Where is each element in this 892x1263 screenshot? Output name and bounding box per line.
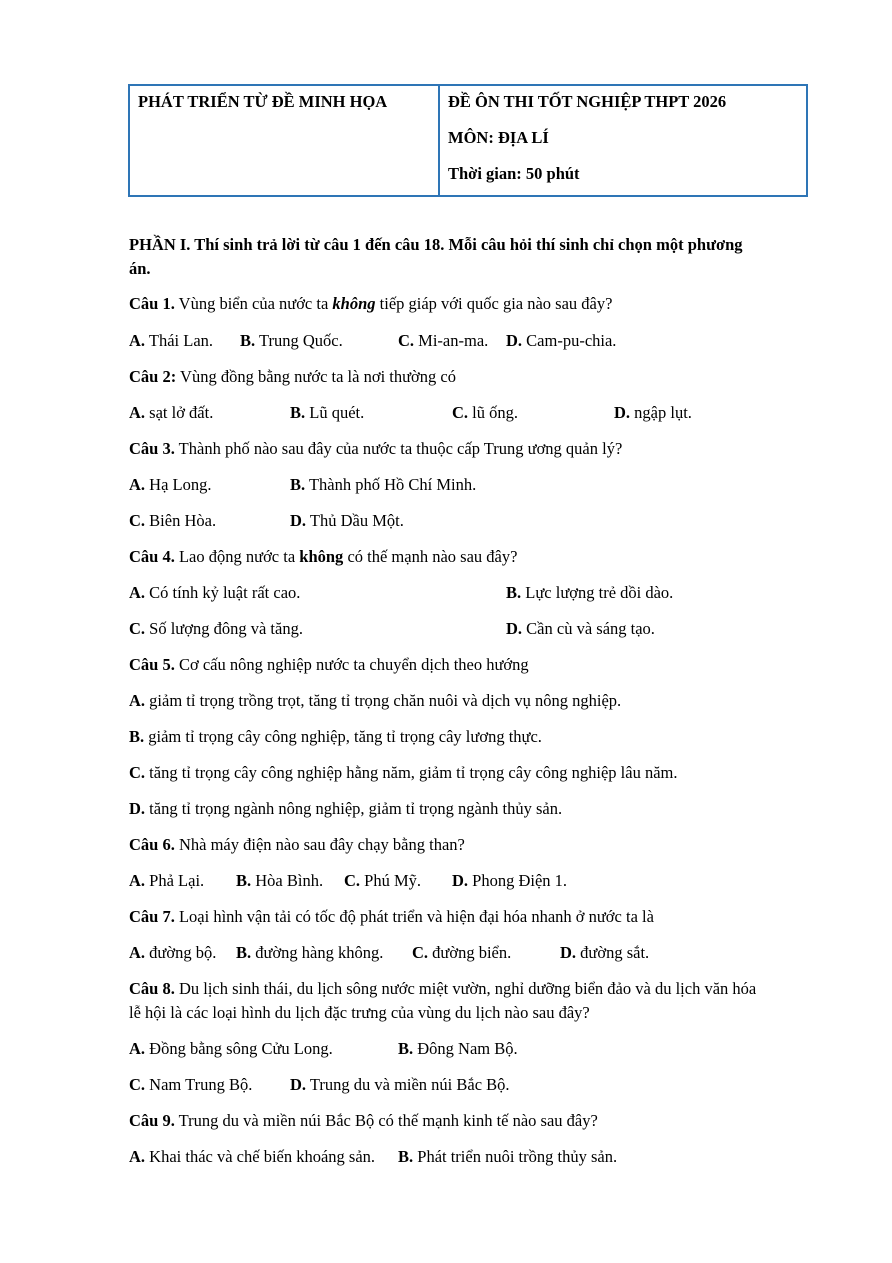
question-text: Vùng biển của nước ta [174, 294, 333, 313]
q6-option-a [129, 871, 204, 891]
option-key: B. [290, 475, 306, 494]
question-text: tiếp giáp với quốc gia nào sau đây? [375, 294, 613, 313]
option-key: D. [129, 799, 146, 818]
header-right-cell [440, 86, 806, 195]
question-8-continuation: lễ hội là các loại hình du lịch đặc trưng của vùng du lịch nào sau đây? [129, 1003, 590, 1022]
option-key: A. [129, 475, 146, 494]
q4-option-b [506, 583, 673, 603]
option-key: B. [240, 331, 256, 350]
option-text: Khai thác và chế biến khoáng sản. [145, 1147, 376, 1166]
question-text: Thành phố nào sau đây của nước ta thuộc cấp Trung ương quản lý? [174, 439, 623, 458]
question-8 [129, 979, 756, 999]
option-text: Phát triển nuôi trồng thủy sản. [413, 1147, 618, 1166]
question-label: Câu 3. [129, 439, 175, 458]
option-text: Phả Lại. [145, 871, 205, 890]
option-text: Phong Điện 1. [468, 871, 568, 890]
option-text: Trung Quốc. [255, 331, 343, 350]
part1-instruction-line2: án. [129, 259, 151, 278]
option-text: giảm tỉ trọng cây công nghiệp, tăng tỉ trọng cây lương thực. [144, 727, 542, 746]
option-key: A. [129, 331, 146, 350]
q4-option-a [129, 583, 300, 603]
option-text: Cam-pu-chia. [522, 331, 617, 350]
q5-option-d [129, 799, 562, 819]
option-text: Số lượng đông và tăng. [145, 619, 303, 638]
exam-header-table [128, 84, 808, 197]
option-text: đường bộ. [145, 943, 217, 962]
option-key: B. [506, 583, 522, 602]
option-text: Có tính kỷ luật rất cao. [145, 583, 301, 602]
q5-option-a [129, 691, 621, 711]
option-key: C. [129, 619, 146, 638]
option-key: A. [129, 403, 146, 422]
exam-subject: MÔN: ĐỊA LÍ [448, 128, 549, 147]
option-key: B. [129, 727, 145, 746]
q3-option-d [290, 511, 404, 531]
option-text: Thành phố Hồ Chí Minh. [305, 475, 477, 494]
q5-option-c [129, 763, 678, 783]
q5-option-b [129, 727, 542, 747]
q2-option-b [290, 403, 364, 423]
question-label: Câu 9. [129, 1111, 175, 1130]
question-emphasis: không [332, 294, 376, 313]
option-key: C. [412, 943, 429, 962]
option-text: lũ ống. [468, 403, 519, 422]
q1-option-c [398, 331, 488, 351]
question-text: Cơ cấu nông nghiệp nước ta chuyển dịch theo hướng [174, 655, 529, 674]
option-text: Cần cù và sáng tạo. [522, 619, 655, 638]
option-text: ngập lụt. [630, 403, 692, 422]
option-text: tăng tỉ trọng cây công nghiệp hằng năm, giảm tỉ trọng cây công nghiệp lâu năm. [145, 763, 678, 782]
question-label: Câu 2: [129, 367, 177, 386]
q9-option-a [129, 1147, 375, 1167]
exam-title: ĐỀ ÔN THI TỐT NGHIỆP THPT 2026 [448, 92, 727, 111]
q7-option-a [129, 943, 216, 963]
option-text: Hòa Bình. [251, 871, 324, 890]
option-text: Thủ Dầu Một. [306, 511, 404, 530]
question-label: Câu 1. [129, 294, 175, 313]
question-5 [129, 655, 529, 675]
q2-option-c [452, 403, 518, 423]
option-text: Nam Trung Bộ. [145, 1075, 253, 1094]
option-key: B. [398, 1039, 414, 1058]
question-text: Trung du và miền núi Bắc Bộ có thế mạnh kinh tế nào sau đây? [174, 1111, 598, 1130]
question-2 [129, 367, 456, 387]
q8-option-b [398, 1039, 518, 1059]
option-key: B. [236, 943, 252, 962]
q1-option-b [240, 331, 343, 351]
q8-option-c [129, 1075, 252, 1095]
option-key: C. [129, 511, 146, 530]
q8-option-a [129, 1039, 333, 1059]
question-text: Lao động nước ta [174, 547, 300, 566]
option-key: A. [129, 691, 146, 710]
question-text: Vùng đồng bằng nước ta là nơi thường có [176, 367, 456, 386]
question-label: Câu 8. [129, 979, 175, 998]
q1-option-d [506, 331, 616, 351]
question-text: có thế mạnh nào sau đây? [343, 547, 518, 566]
option-key: C. [344, 871, 361, 890]
q7-option-b [236, 943, 383, 963]
option-key: A. [129, 1147, 146, 1166]
option-text: đường biển. [428, 943, 512, 962]
question-1 [129, 294, 612, 314]
option-text: Lực lượng trẻ dồi dào. [521, 583, 674, 602]
question-text: Nhà máy điện nào sau đây chạy bằng than? [174, 835, 465, 854]
header-left-cell [130, 86, 440, 195]
option-text: Đông Nam Bộ. [413, 1039, 518, 1058]
question-label: Câu 5. [129, 655, 175, 674]
q4-option-c [129, 619, 303, 639]
question-7 [129, 907, 654, 927]
option-key: A. [129, 1039, 146, 1058]
option-key: D. [506, 619, 523, 638]
option-text: Lũ quét. [305, 403, 365, 422]
q6-option-c [344, 871, 421, 891]
q1-option-a [129, 331, 213, 351]
question-emphasis: không [299, 547, 344, 566]
q3-option-b [290, 475, 476, 495]
q9-option-b [398, 1147, 617, 1167]
option-text: Mi-an-ma. [414, 331, 489, 350]
question-4 [129, 547, 517, 567]
option-key: D. [452, 871, 469, 890]
option-text: Đồng bằng sông Cửu Long. [145, 1039, 333, 1058]
option-text: tăng tỉ trọng ngành nông nghiệp, giảm tỉ trọng ngành thủy sản. [145, 799, 563, 818]
q2-option-d [614, 403, 692, 423]
option-text: đường hàng không. [251, 943, 384, 962]
option-key: B. [236, 871, 252, 890]
option-key: A. [129, 583, 146, 602]
option-text: Biên Hòa. [145, 511, 217, 530]
q2-option-a [129, 403, 213, 423]
option-key: B. [290, 403, 306, 422]
option-key: D. [506, 331, 523, 350]
question-label: Câu 6. [129, 835, 175, 854]
q6-option-b [236, 871, 323, 891]
option-text: Trung du và miền núi Bắc Bộ. [306, 1075, 510, 1094]
question-9 [129, 1111, 598, 1131]
option-text: Thái Lan. [145, 331, 214, 350]
q8-option-d [290, 1075, 510, 1095]
exam-time: Thời gian: 50 phút [448, 164, 580, 183]
option-key: A. [129, 871, 146, 890]
question-3 [129, 439, 622, 459]
option-key: A. [129, 943, 146, 962]
option-text: Hạ Long. [145, 475, 212, 494]
question-label: Câu 4. [129, 547, 175, 566]
option-key: C. [129, 1075, 146, 1094]
option-text: đường sắt. [576, 943, 650, 962]
option-key: D. [290, 511, 307, 530]
option-key: D. [290, 1075, 307, 1094]
source-title: PHÁT TRIỂN TỪ ĐỀ MINH HỌA [138, 92, 388, 111]
option-key: C. [398, 331, 415, 350]
q7-option-d [560, 943, 649, 963]
q4-option-d [506, 619, 655, 639]
option-key: C. [452, 403, 469, 422]
q6-option-d [452, 871, 567, 891]
question-label: Câu 7. [129, 907, 175, 926]
question-6 [129, 835, 465, 855]
option-key: C. [129, 763, 146, 782]
question-text: Du lịch sinh thái, du lịch sông nước miệt vườn, nghỉ dưỡng biển đảo và du lịch văn hóa [174, 979, 757, 998]
option-key: D. [560, 943, 577, 962]
option-text: Phú Mỹ. [360, 871, 422, 890]
q3-option-c [129, 511, 216, 531]
option-key: D. [614, 403, 631, 422]
option-text: giảm tỉ trọng trồng trọt, tăng tỉ trọng chăn nuôi và dịch vụ nông nghiệp. [145, 691, 622, 710]
option-text: sạt lở đất. [145, 403, 214, 422]
part1-instruction-line1: PHẦN I. Thí sinh trả lời từ câu 1 đến câu 18. Mỗi câu hỏi thí sinh chỉ chọn một phương [129, 235, 743, 254]
option-key: B. [398, 1147, 414, 1166]
q7-option-c [412, 943, 511, 963]
q3-option-a [129, 475, 212, 495]
question-text: Loại hình vận tải có tốc độ phát triển và hiện đại hóa nhanh ở nước ta là [174, 907, 654, 926]
